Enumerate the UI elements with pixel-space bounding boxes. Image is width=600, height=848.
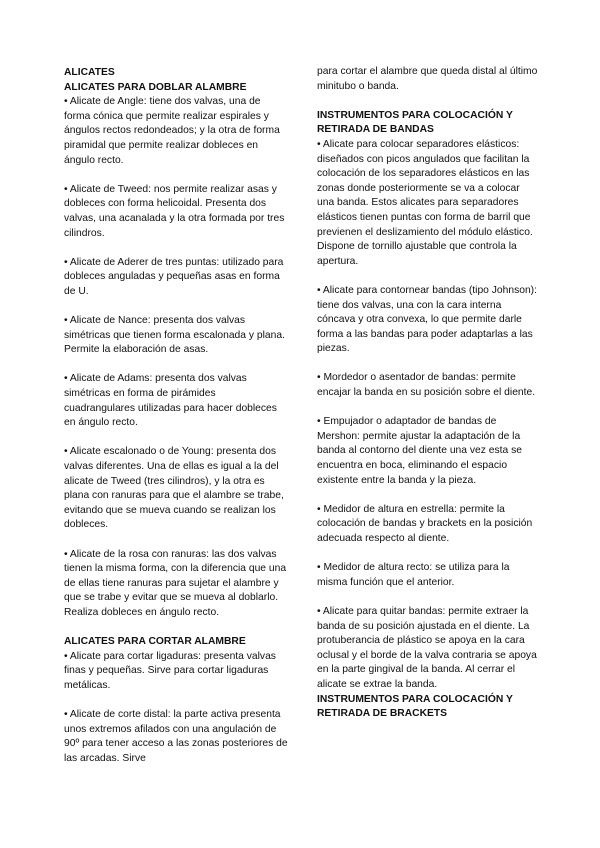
- item-medidor-recto: • Medidor de altura recto: se utiliza para la misma función que el anterior.: [317, 562, 510, 588]
- heading-doblar-alambre: ALICATES PARA DOBLAR ALAMBRE: [64, 81, 247, 93]
- right-column: [317, 65, 539, 722]
- heading-cortar-alambre: ALICATES PARA CORTAR ALAMBRE: [64, 636, 246, 648]
- item-alicate-young: • Alicate escalonado o de Young: presenta dos valvas diferentes. Una de ellas es igual a la del alicate de Tweed (tres cilindros), y la otra es plana con ranuras para que el alambre se trabe, evitando que se mueva cuando se realizan los dobleces.: [64, 446, 284, 531]
- item-separadores: • Alicate para colocar separadores elásticos: diseñados con picos angulados que facilitan la colocación de los separadores elásticos en las zonas donde posteriormente se va a colocar una banda. Estos alicates para separadores elásticos tienen puntas con forma de barril que previenen el deslizamiento del módulo elástico.: [317, 138, 533, 238]
- item-corte-distal: • Alicate de corte distal: la parte activa presenta unos extremos afilados con una angulación de 90º para tener acceso a las zonas posteriores de las arcadas. Sirve: [64, 709, 288, 764]
- heading-bandas: INSTRUMENTOS PARA COLOCACIÓN Y RETIRADA DE BANDAS: [317, 109, 513, 136]
- continuation-text: para cortar el alambre que queda distal al último minitubo o banda.: [317, 66, 538, 92]
- left-column: [64, 66, 288, 767]
- item-cortar-ligaduras: • Alicate para cortar ligaduras: presenta valvas finas y pequeñas. Sirve para cortar ligaduras metálicas.: [64, 650, 276, 691]
- item-quitar-bandas: • Alicate para quitar bandas: permite extraer la banda de su posición ajustada en el diente. La protuberancia de plástico se apoya en la cara oclusal y el borde de la valva contraria se apoya en la parte gingival de la banda. Al cerrar el alicate se extrae la banda.: [317, 605, 537, 690]
- item-mordedor: • Mordedor o asentador de bandas: permite encajar la banda en su posición sobre el diente.: [317, 372, 536, 399]
- item-separadores-extra: Dispone de tornillo ajustable que controla la apertura.: [317, 241, 517, 267]
- item-alicate-rosa: • Alicate de la rosa con ranuras: las dos valvas tienen la misma forma, con la diferencia que una de ellas tiene ranuras para sujetar el alambre y que se trabe y evitar que se mueva al doblarlo. Realiza dobleces en ángulo recto.: [64, 548, 287, 618]
- heading-alicates: ALICATES: [64, 67, 115, 78]
- item-empujador: • Empujador o adaptador de bandas de Mershon: permite ajustar la adaptación de la banda al contorno del diente una vez esta se encuentra en boca, eliminando el espacio existente entre la banda y la pieza.: [317, 416, 522, 486]
- heading-brackets: INSTRUMENTOS PARA COLOCACIÓN Y RETIRADA DE BRACKETS: [317, 693, 513, 720]
- item-contornear-bandas: • Alicate para contornear bandas (tipo Johnson): tiene dos valvas, una con la cara interna cóncava y otra convexa, lo que permite darle forma a las bandas para poder adaptarlas a las piezas.: [317, 284, 537, 355]
- item-medidor-estrella: • Medidor de altura en estrella: permite la colocación de bandas y brackets en la posición adecuada respecto al diente.: [317, 503, 533, 544]
- item-alicate-adams: • Alicate de Adams: presenta dos valvas simétricas en forma de pirámides cuadrangulares utilizadas para hacer dobleces en ángulo recto.: [64, 373, 277, 429]
- item-alicate-angle: • Alicate de Angle: tiene dos valvas, una de forma cónica que permite realizar espirales y ángulos rectos redondeados; y la otra de forma piramidal que permite realizar dobleces en ángulo recto.: [64, 96, 280, 166]
- item-alicate-aderer: • Alicate de Aderer de tres puntas: utilizado para dobleces anguladas y pequeñas asas en forma de U.: [64, 256, 284, 297]
- item-alicate-tweed: • Alicate de Tweed: nos permite realizar asas y dobleces con forma helicoidal. Presenta dos valvas, una acanalada y la otra formada por tres cilindros.: [64, 183, 285, 239]
- item-alicate-nance: • Alicate de Nance: presenta dos valvas simétricas que tienen forma escalonada y plana. Permite la elaboración de asas.: [64, 315, 285, 356]
